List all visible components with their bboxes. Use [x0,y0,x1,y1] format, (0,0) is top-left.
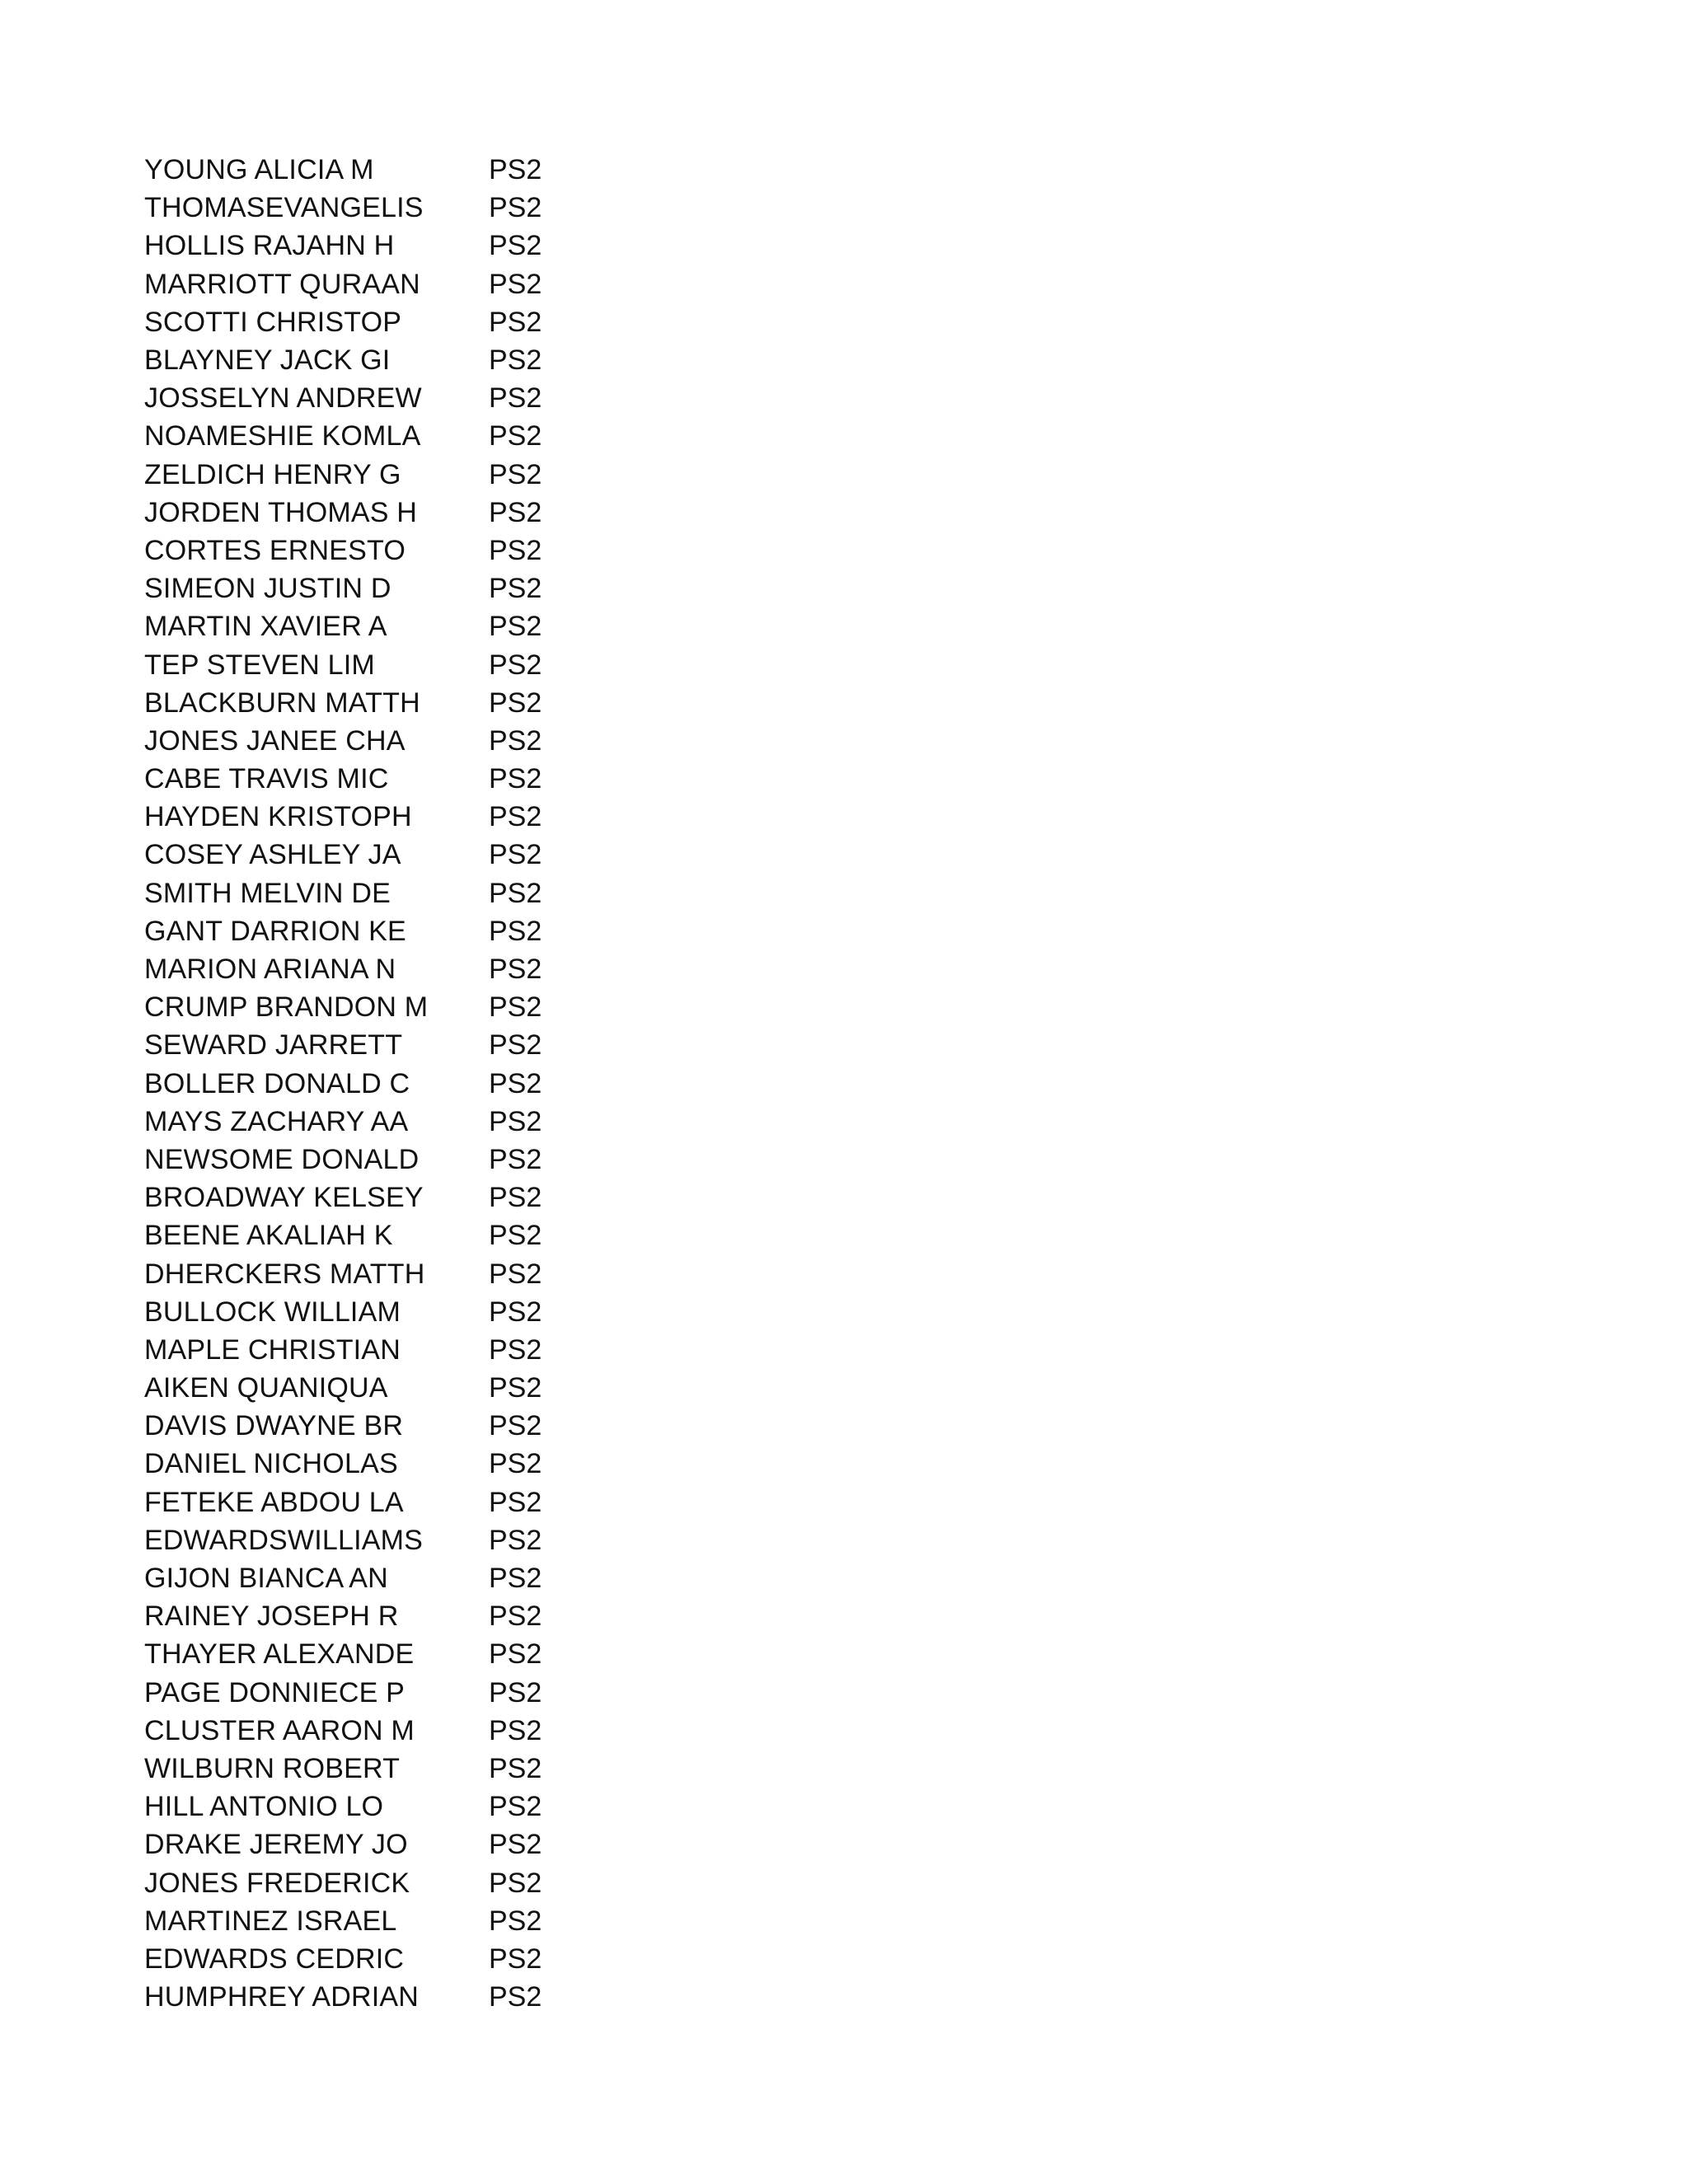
list-item [144,607,639,645]
class-code: PS2 [489,839,542,871]
person-name: CABE TRAVIS MIC [144,763,389,795]
list-item [144,1825,639,1863]
list-item [144,1254,639,1292]
list-item [144,1445,639,1483]
person-name: PAGE DONNIECE P [144,1676,405,1708]
class-code: PS2 [489,763,542,795]
list-item [144,1407,639,1445]
person-name: TEP STEVEN LIM [144,649,375,681]
list-item [144,569,639,607]
list-item [144,265,639,303]
list-item [144,1940,639,1978]
list-item [144,1065,639,1103]
class-code: PS2 [489,1105,542,1137]
person-name: BLACKBURN MATTH [144,687,420,719]
list-item [144,1179,639,1216]
list-item [144,1216,639,1254]
person-name: BOLLER DONALD C [144,1067,410,1099]
person-name: CORTES ERNESTO [144,534,406,566]
class-code: PS2 [489,306,542,338]
class-code: PS2 [489,1905,542,1937]
person-name: WILBURN ROBERT [144,1752,401,1784]
class-code: PS2 [489,1143,542,1175]
list-item [144,722,639,760]
class-code: PS2 [489,1372,542,1404]
list-item [144,760,639,798]
person-name: SCOTTI CHRISTOP [144,306,402,338]
person-name: CRUMP BRANDON M [144,991,429,1024]
list-item [144,912,639,950]
person-name: CLUSTER AARON M [144,1714,415,1746]
class-code: PS2 [489,496,542,528]
list-item [144,1712,639,1750]
class-code: PS2 [489,1296,542,1328]
list-item [144,1863,639,1901]
person-name: AIKEN QUANIQUA [144,1372,388,1404]
class-code: PS2 [489,344,542,377]
roster-list [144,151,639,2016]
class-code: PS2 [489,534,542,566]
person-name: MARRIOTT QURAAN [144,268,420,300]
class-code: PS2 [489,1601,542,1633]
person-name: DANIEL NICHOLAS [144,1448,398,1480]
list-item [144,227,639,265]
class-code: PS2 [489,1563,542,1595]
class-code: PS2 [489,192,542,224]
person-name: EDWARDSWILLIAMS [144,1524,424,1556]
class-code: PS2 [489,1676,542,1708]
person-name: DHERCKERS MATTH [144,1258,425,1290]
person-name: MAYS ZACHARY AA [144,1105,409,1137]
class-code: PS2 [489,1220,542,1252]
person-name: ZELDICH HENRY G [144,458,401,490]
class-code: PS2 [489,877,542,909]
class-code: PS2 [489,1829,542,1861]
list-item [144,836,639,874]
person-name: GANT DARRION KE [144,915,406,947]
list-item [144,1978,639,2016]
list-item [144,379,639,417]
person-name: JORDEN THOMAS H [144,496,418,528]
person-name: DRAKE JEREMY JO [144,1829,408,1861]
class-code: PS2 [489,611,542,643]
person-name: NOAMESHIE KOMLA [144,420,421,452]
class-code: PS2 [489,1943,542,1975]
person-name: MARTINEZ ISRAEL [144,1905,397,1937]
person-name: THAYER ALEXANDE [144,1638,415,1671]
class-code: PS2 [489,1791,542,1823]
list-item [144,645,639,683]
list-item [144,189,639,227]
person-name: HUMPHREY ADRIAN [144,1981,419,2013]
class-code: PS2 [489,154,542,186]
list-item [144,1788,639,1825]
list-item [144,798,639,836]
list-item [144,1559,639,1597]
list-item [144,341,639,379]
list-item [144,950,639,988]
class-code: PS2 [489,1448,542,1480]
person-name: MARTIN XAVIER A [144,611,387,643]
person-name: SMITH MELVIN DE [144,877,391,909]
list-item [144,1902,639,1940]
person-name: BLAYNEY JACK GI [144,344,391,377]
person-name: BROADWAY KELSEY [144,1182,424,1214]
list-item [144,303,639,341]
class-code: PS2 [489,230,542,262]
person-name: BULLOCK WILLIAM [144,1296,401,1328]
class-code: PS2 [489,1714,542,1746]
class-code: PS2 [489,1258,542,1290]
list-item [144,684,639,722]
person-name: JOSSELYN ANDREW [144,382,422,415]
list-item [144,1483,639,1521]
person-name: NEWSOME DONALD [144,1143,420,1175]
list-item [144,1369,639,1407]
list-item [144,456,639,494]
person-name: HOLLIS RAJAHN H [144,230,395,262]
list-item [144,988,639,1026]
person-name: MAPLE CHRISTIAN [144,1333,401,1366]
class-code: PS2 [489,1981,542,2013]
class-code: PS2 [489,687,542,719]
class-code: PS2 [489,724,542,757]
list-item [144,151,639,189]
class-code: PS2 [489,573,542,605]
class-code: PS2 [489,954,542,986]
person-name: JONES FREDERICK [144,1867,410,1899]
list-item [144,1750,639,1788]
person-name: GIJON BIANCA AN [144,1563,388,1595]
class-code: PS2 [489,649,542,681]
person-name: MARION ARIANA N [144,954,396,986]
class-code: PS2 [489,1333,542,1366]
list-item [144,1293,639,1331]
person-name: HILL ANTONIO LO [144,1791,384,1823]
list-item [144,1331,639,1369]
list-item [144,1597,639,1635]
class-code: PS2 [489,268,542,300]
class-code: PS2 [489,1410,542,1442]
class-code: PS2 [489,1867,542,1899]
list-item [144,1635,639,1673]
person-name: EDWARDS CEDRIC [144,1943,405,1975]
list-item [144,1026,639,1064]
class-code: PS2 [489,1752,542,1784]
class-code: PS2 [489,991,542,1024]
class-code: PS2 [489,458,542,490]
class-code: PS2 [489,801,542,833]
person-name: YOUNG ALICIA M [144,154,374,186]
person-name: JONES JANEE CHA [144,724,406,757]
class-code: PS2 [489,420,542,452]
person-name: DAVIS DWAYNE BR [144,1410,404,1442]
person-name: RAINEY JOSEPH R [144,1601,399,1633]
list-item [144,1674,639,1712]
class-code: PS2 [489,382,542,415]
person-name: SEWARD JARRETT [144,1029,403,1062]
list-item [144,494,639,532]
list-item [144,532,639,569]
class-code: PS2 [489,1638,542,1671]
class-code: PS2 [489,1029,542,1062]
person-name: THOMASEVANGELIS [144,192,424,224]
person-name: SIMEON JUSTIN D [144,573,392,605]
person-name: COSEY ASHLEY JA [144,839,401,871]
class-code: PS2 [489,1182,542,1214]
class-code: PS2 [489,1067,542,1099]
class-code: PS2 [489,1524,542,1556]
class-code: PS2 [489,915,542,947]
person-name: HAYDEN KRISTOPH [144,801,412,833]
list-item [144,1103,639,1141]
list-item [144,874,639,912]
person-name: FETEKE ABDOU LA [144,1486,404,1518]
list-item [144,1521,639,1559]
list-item [144,417,639,455]
person-name: BEENE AKALIAH K [144,1220,393,1252]
list-item [144,1141,639,1179]
class-code: PS2 [489,1486,542,1518]
